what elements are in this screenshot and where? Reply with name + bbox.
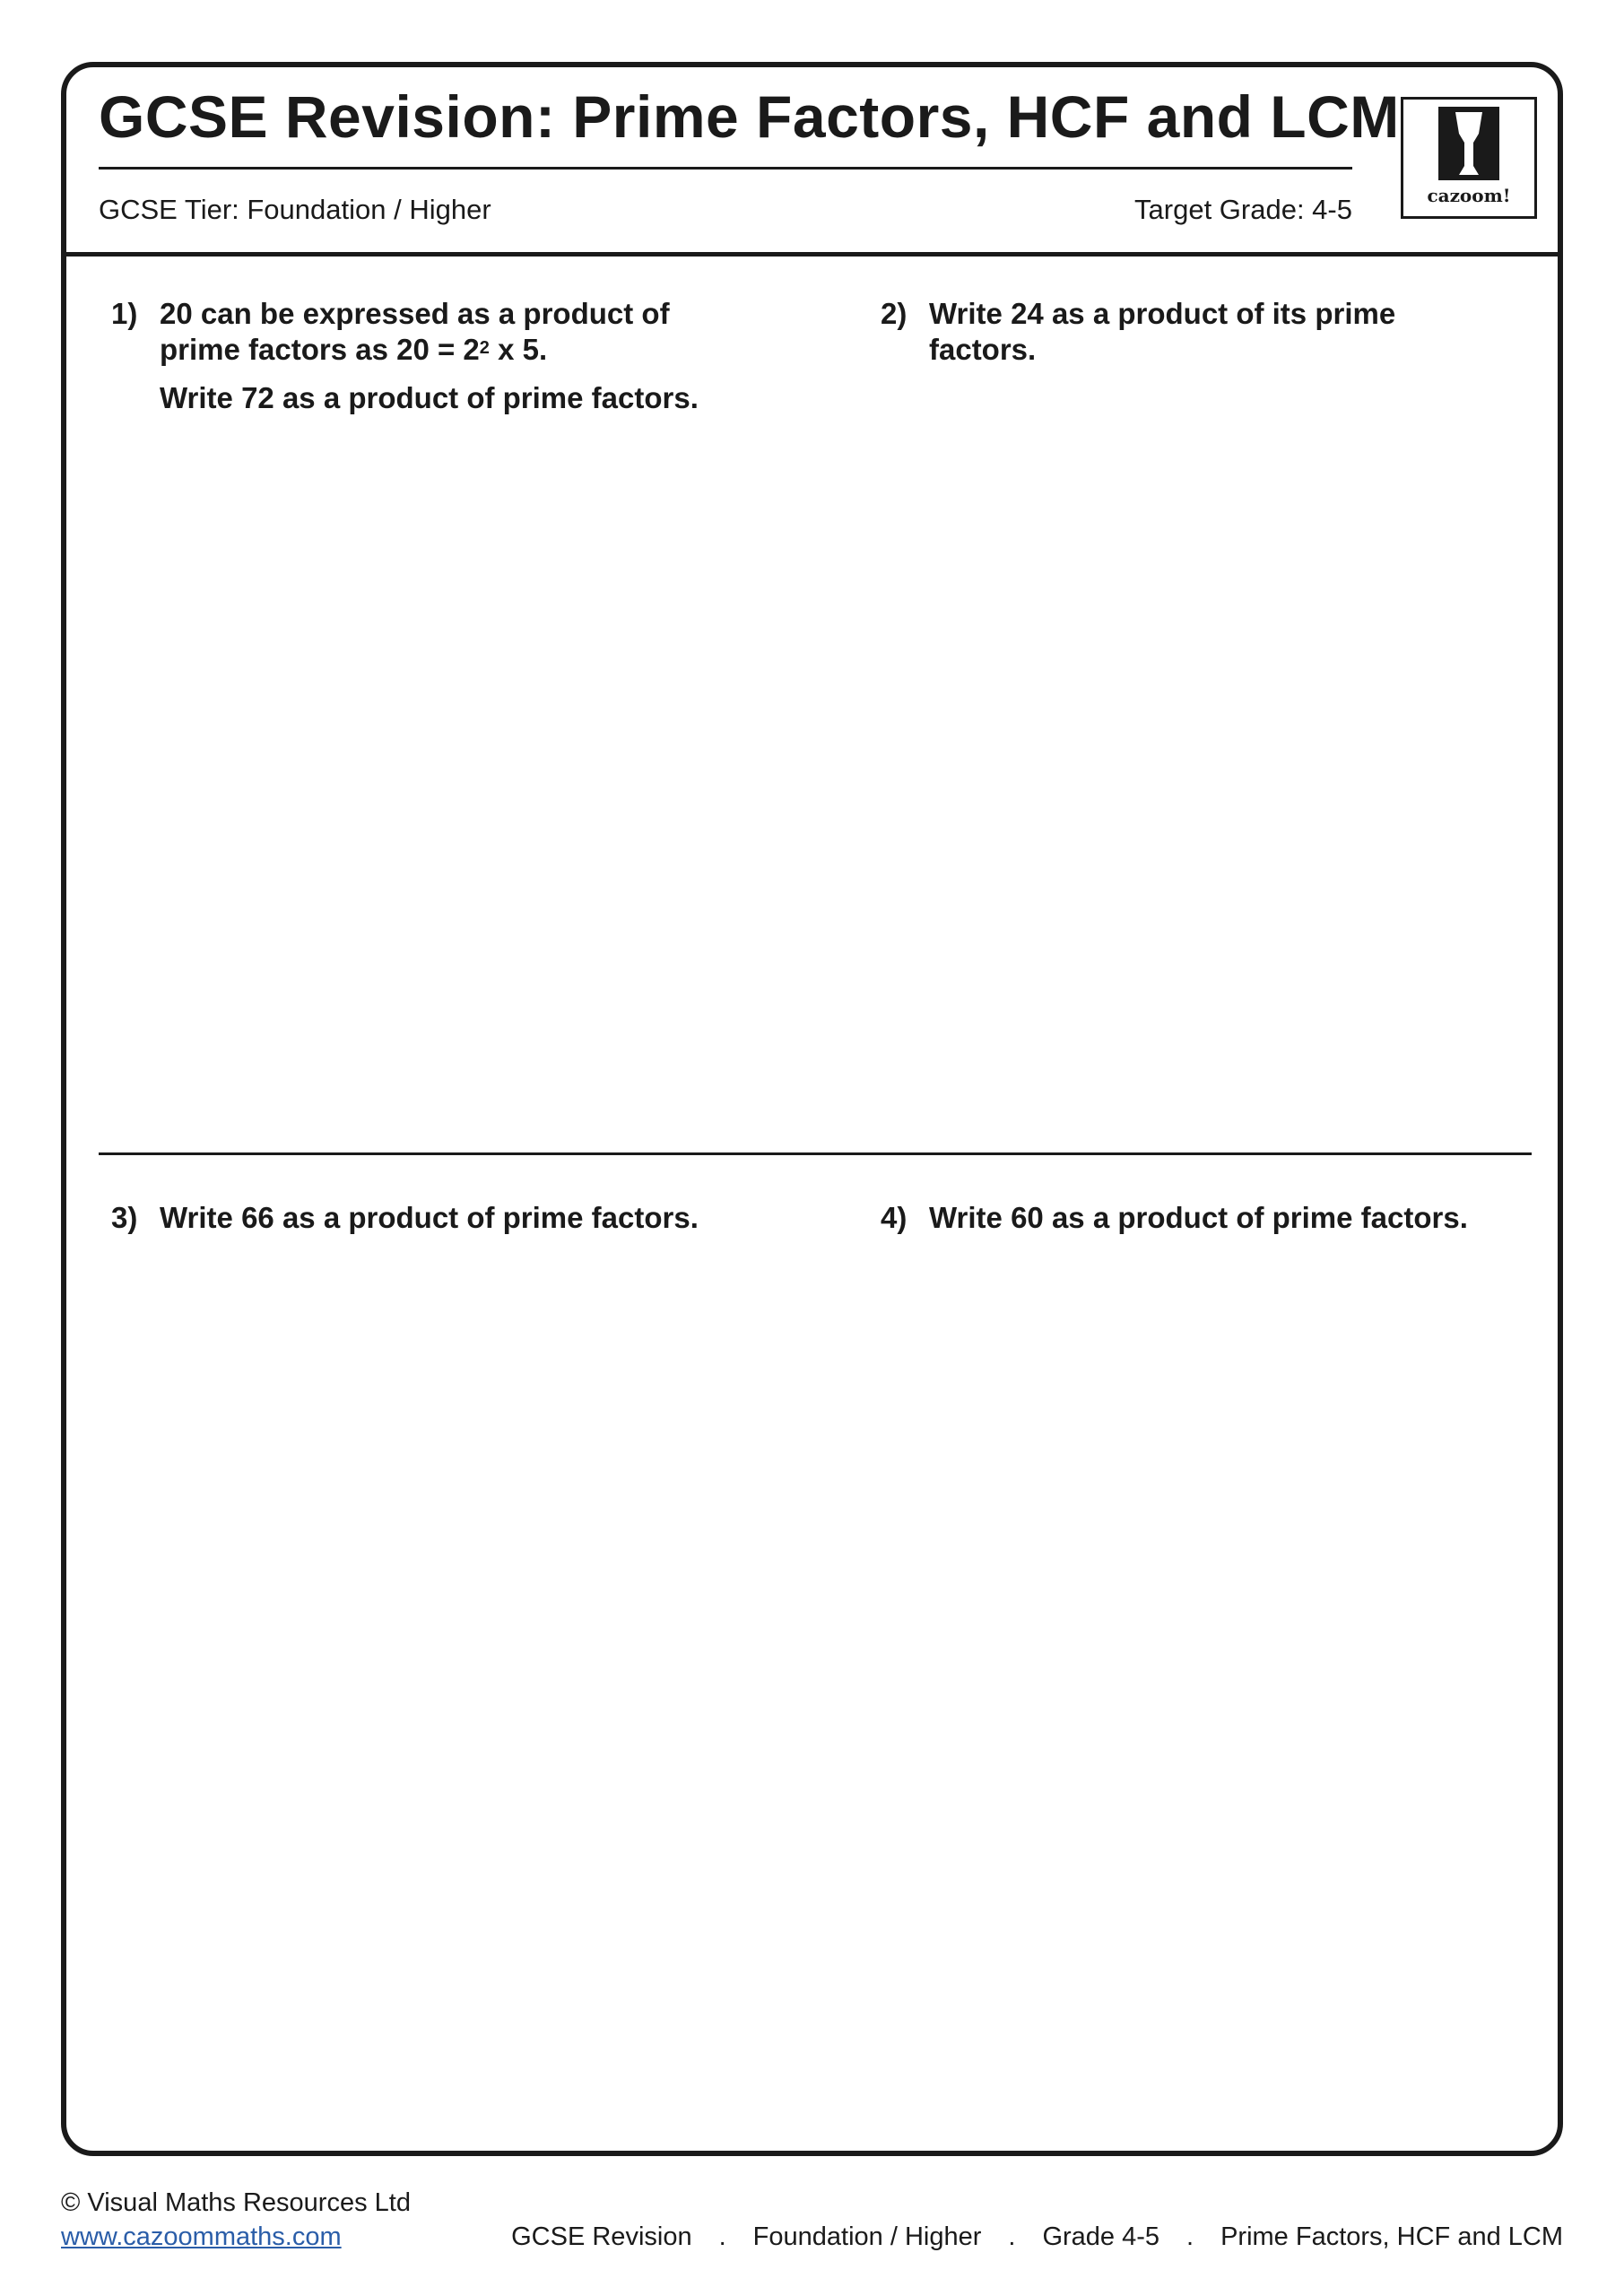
footer-separator: . [718,2222,726,2251]
exponent: 2 [479,338,490,358]
section-divider [99,1152,1532,1155]
footer-separator: . [1186,2222,1194,2251]
question-text-line: factors. [929,333,1037,366]
question-number: 3) [111,1201,138,1234]
footer-crumb: Prime Factors, HCF and LCM [1220,2222,1563,2251]
header-divider [66,252,1558,257]
footer-website-link[interactable]: www.cazoommaths.com [61,2222,342,2251]
page-title: GCSE Revision: Prime Factors, HCF and LCM [99,83,1400,150]
question-number: 4) [881,1201,908,1234]
footer-crumb: Foundation / Higher [752,2222,982,2251]
target-grade-label: Target Grade: 4-5 [1134,194,1352,225]
footer-breadcrumb [511,2222,1563,2252]
question-number: 2) [881,297,908,330]
footer-crumb: Grade 4-5 [1042,2222,1160,2251]
footer-crumb: GCSE Revision [511,2222,692,2251]
question-text-suffix: x 5. [489,333,548,366]
question-number: 1) [111,297,138,330]
question-text-line: 20 can be expressed as a product of [160,297,670,330]
question-text-line: Write 60 as a product of prime factors. [929,1201,1468,1234]
footer-separator: . [1008,2222,1016,2251]
tier-label: GCSE Tier: Foundation / Higher [99,194,491,225]
question-text-line: prime factors as 20 = 2 [160,333,480,366]
logo-wordmark: cazoom! [1427,185,1511,206]
footer-copyright: © Visual Maths Resources Ltd [61,2188,411,2217]
question-text-line: Write 24 as a product of its prime [929,297,1396,330]
question-text-line: Write 66 as a product of prime factors. [160,1201,699,1234]
cazoom-logo [1401,97,1537,219]
title-underline [99,167,1352,170]
question-instruction: Write 72 as a product of prime factors. [160,381,699,414]
